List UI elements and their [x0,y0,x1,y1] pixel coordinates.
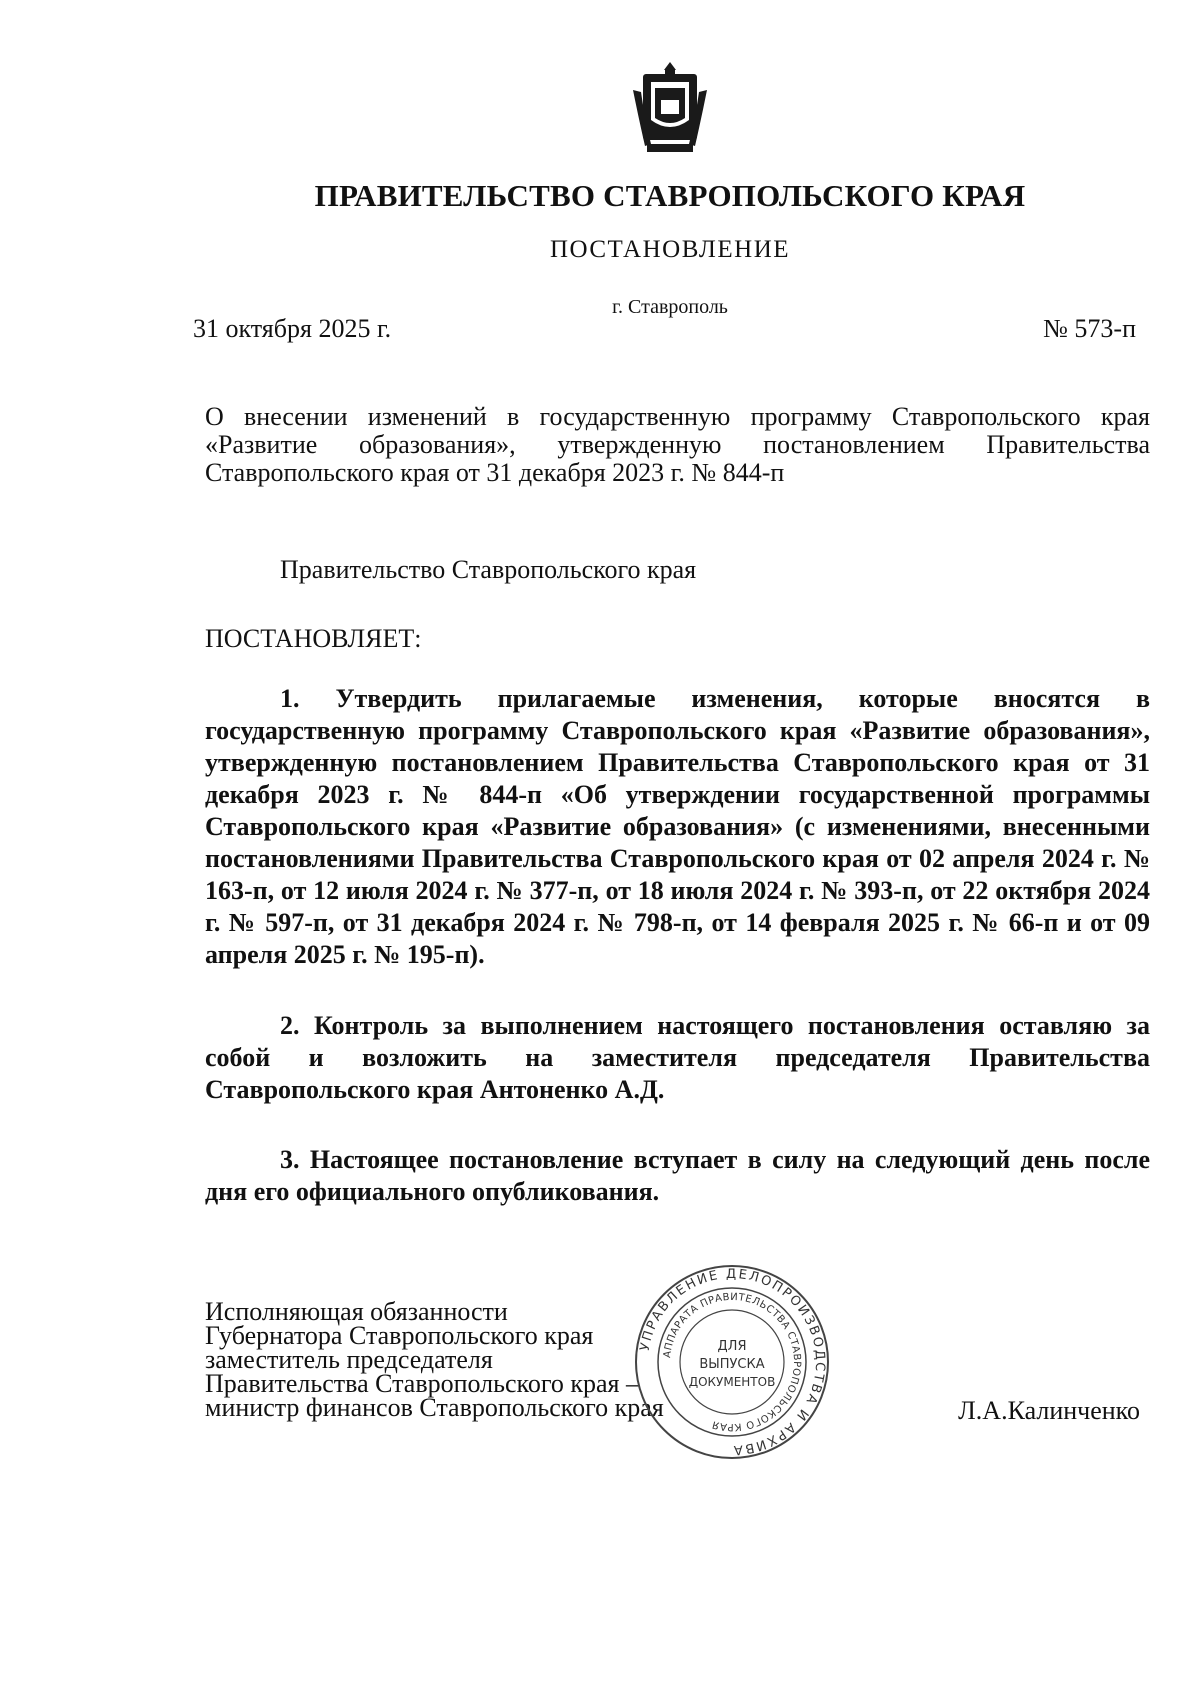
document-number: № 573-п [1043,314,1136,343]
document-title: О внесении изменений в государственную программу Ставропольского края «Развитие образования», утвержденную постановлением Правительства Ставропольского края от 31 декабря 2023 г. № 844-п [205,402,1150,487]
signature-block [205,1297,664,1422]
document-type: ПОСТАНОВЛЕНИЕ [549,236,791,263]
signature-line-5: министр финансов Ставропольского края [205,1393,664,1422]
stamp-center-2: ВЫПУСКА [699,1357,765,1372]
organization-name: ПРАВИТЕЛЬСТВО СТАВРОПОЛЬСКОГО КРАЯ [314,178,1026,213]
paragraph-3: 3. Настоящее постановление вступает в силу на следующий день после дня его официального опубликования. [205,1145,1150,1206]
signature-line-3: заместитель председателя [205,1345,493,1374]
signer-name: Л.А.Калинченко [958,1396,1140,1425]
government-line: Правительство Ставропольского края [280,555,697,584]
stamp-center-1: ДЛЯ [717,1339,747,1354]
official-stamp [632,1262,832,1462]
stamp-inner-text: АППАРАТА ПРАВИТЕЛЬСТВА СТАВРОПОЛЬСКОГО КРАЯ [662,1291,803,1433]
stamp-center-3: ДОКУМЕНТОВ [688,1375,776,1389]
paragraph-2: 2. Контроль за выполнением настоящего постановления оставляю за собой и возложить на заместителя председателя Правительства Ставропольского края Антоненко А.Д. [205,1011,1150,1104]
signature-line-4: Правительства Ставропольского края – [205,1369,640,1398]
signature-line-1: Исполняющая обязанности [205,1297,508,1326]
decree-word: ПОСТАНОВЛЯЕТ: [205,624,422,653]
issue-city: г. Ставрополь [612,296,728,318]
issue-date: 31 октября 2025 г. [193,314,392,343]
stamp-outer-text: УПРАВЛЕНИЕ ДЕЛОПРОИЗВОДСТВА И АРХИВА [637,1266,828,1458]
coat-of-arms-emblem [631,60,709,156]
paragraph-1: 1. Утвердить прилагаемые изменения, которые вносятся в государственную программу Ставропольского края «Развитие образования», утвержденную постановлением Правительства Ставропольского края от 31 декабря 2023 г. № 844-п «Об утверждении государственной программы Ставропольского края «Развитие образования» (с изменениями, внесенными постановлениями Правительства Ставропольского края от 02 апреля 2024 г. № 163-п, от 12 июля 2024 г. № 377-п, от 18 июля 2024 г. № 393-п, от 22 октября 2024 г. № 597-п, от 31 декабря 2024 г. № 798-п, от 14 февраля 2025 г. № 66-п и от 09 апреля 2025 г. № 195-п). [205,684,1150,969]
signature-line-2: Губернатора Ставропольского края [205,1321,594,1350]
